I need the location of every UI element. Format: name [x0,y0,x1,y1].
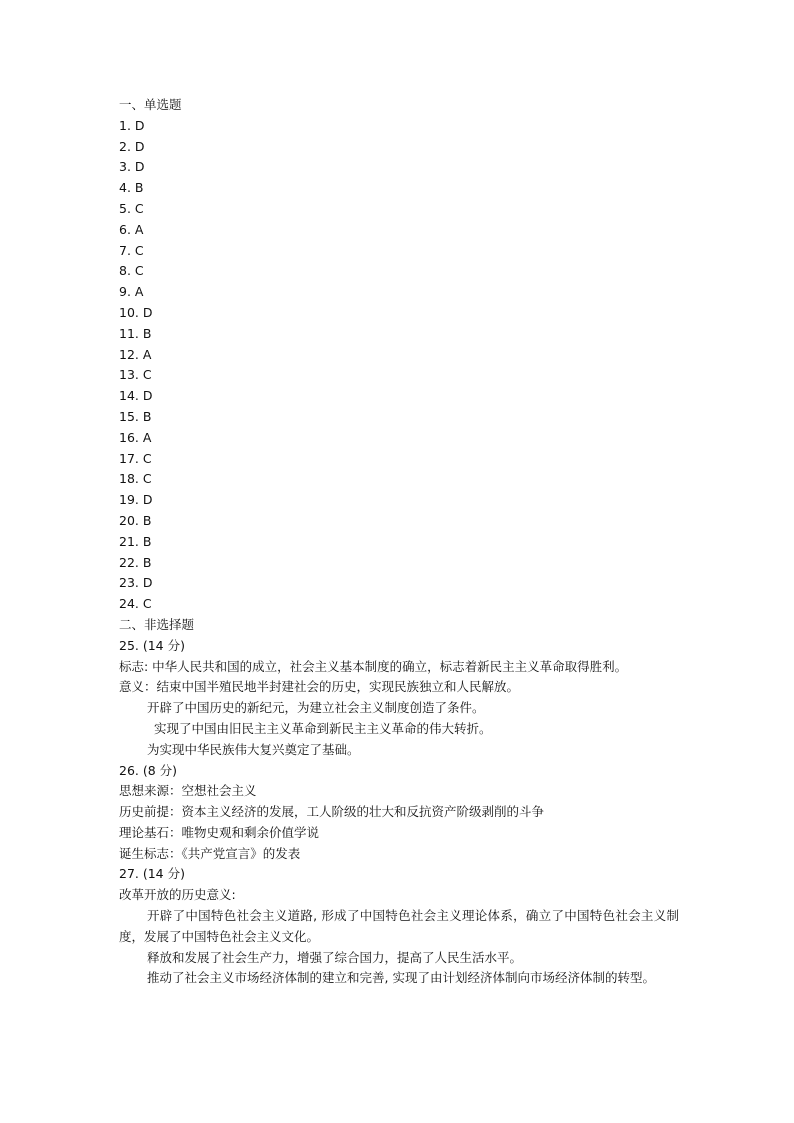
answer-item: 22. B [119,554,152,570]
answer-item: 17. C [119,450,152,466]
answer-item: 4. B [119,180,144,196]
answer-item: 13. C [119,367,152,383]
question-26-line: 理论基石：唯物史观和剩余价值学说 [119,824,320,840]
answer-item: 15. B [119,408,152,424]
question-26-line: 思想来源：空想社会主义 [119,783,257,799]
answer-item: 16. A [119,429,152,445]
question-25-meaning: 意义：结束中国半殖民地半封建社会的历史，实现民族独立和人民解放。 [119,679,520,695]
answer-item: 8. C [119,263,144,279]
question-25-title: 25. (14 分) [119,637,185,653]
answer-item: 5. C [119,200,144,216]
question-26-line: 历史前提：资本主义经济的发展，工人阶级的壮大和反抗资产阶级剥削的斗争 [119,804,545,820]
answer-item: 20. B [119,512,152,528]
question-26-line: 诞生标志：《共产党宣言》的发表 [119,845,301,861]
answer-document [119,95,679,989]
question-25-point: 开辟了中国历史的新纪元，为建立社会主义制度创造了条件。 [147,700,485,716]
question-25-sign: 标志: 中华人民共和国的成立，社会主义基本制度的确立，标志着新民主主义革命取得胜利。 [119,658,628,674]
answer-item: 18. C [119,471,152,487]
question-27-intro: 改革开放的历史意义: [119,887,236,903]
answer-item: 1. D [119,117,145,133]
question-26-title: 26. (8 分) [119,762,178,778]
answer-item: 23. D [119,575,153,591]
answer-item: 19. D [119,492,153,508]
answer-item: 6. A [119,221,144,237]
question-25-block [119,636,679,761]
answer-item: 3. D [119,159,145,175]
answer-item: 14. D [119,388,153,404]
question-26-block [119,761,679,865]
question-27-title: 27. (14 分) [119,866,185,882]
answer-item: 12. A [119,346,152,362]
answer-item: 7. C [119,242,144,258]
question-27-paragraph: 开辟了中国特色社会主义道路, 形成了中国特色社会主义理论体系，确立了中国特色社会主义制度，发展了中国特色社会主义文化。 [119,908,679,944]
question-25-point: 实现了中国由旧民主主义革命到新民主主义革命的伟大转折。 [154,720,492,736]
single-choice-answer-list [119,116,679,615]
answer-item: 2. D [119,138,145,154]
section-heading-single-choice: 一、单选题 [119,97,182,112]
question-27-paragraph: 释放和发展了社会生产力，增强了综合国力，提高了人民生活水平。 [147,949,523,965]
answer-item: 21. B [119,533,152,549]
answer-item: 24. C [119,596,152,612]
question-25-point: 为实现中华民族伟大复兴奠定了基础。 [147,741,360,757]
section-heading-non-choice: 二、非选择题 [119,616,195,632]
answer-item: 11. B [119,325,152,341]
question-27-paragraph: 推动了社会主义市场经济体制的建立和完善, 实现了由计划经济体制向市场经济体制的转型。 [147,970,655,986]
answer-item: 9. A [119,284,144,300]
question-27-block [119,864,679,989]
answer-item: 10. D [119,304,153,320]
